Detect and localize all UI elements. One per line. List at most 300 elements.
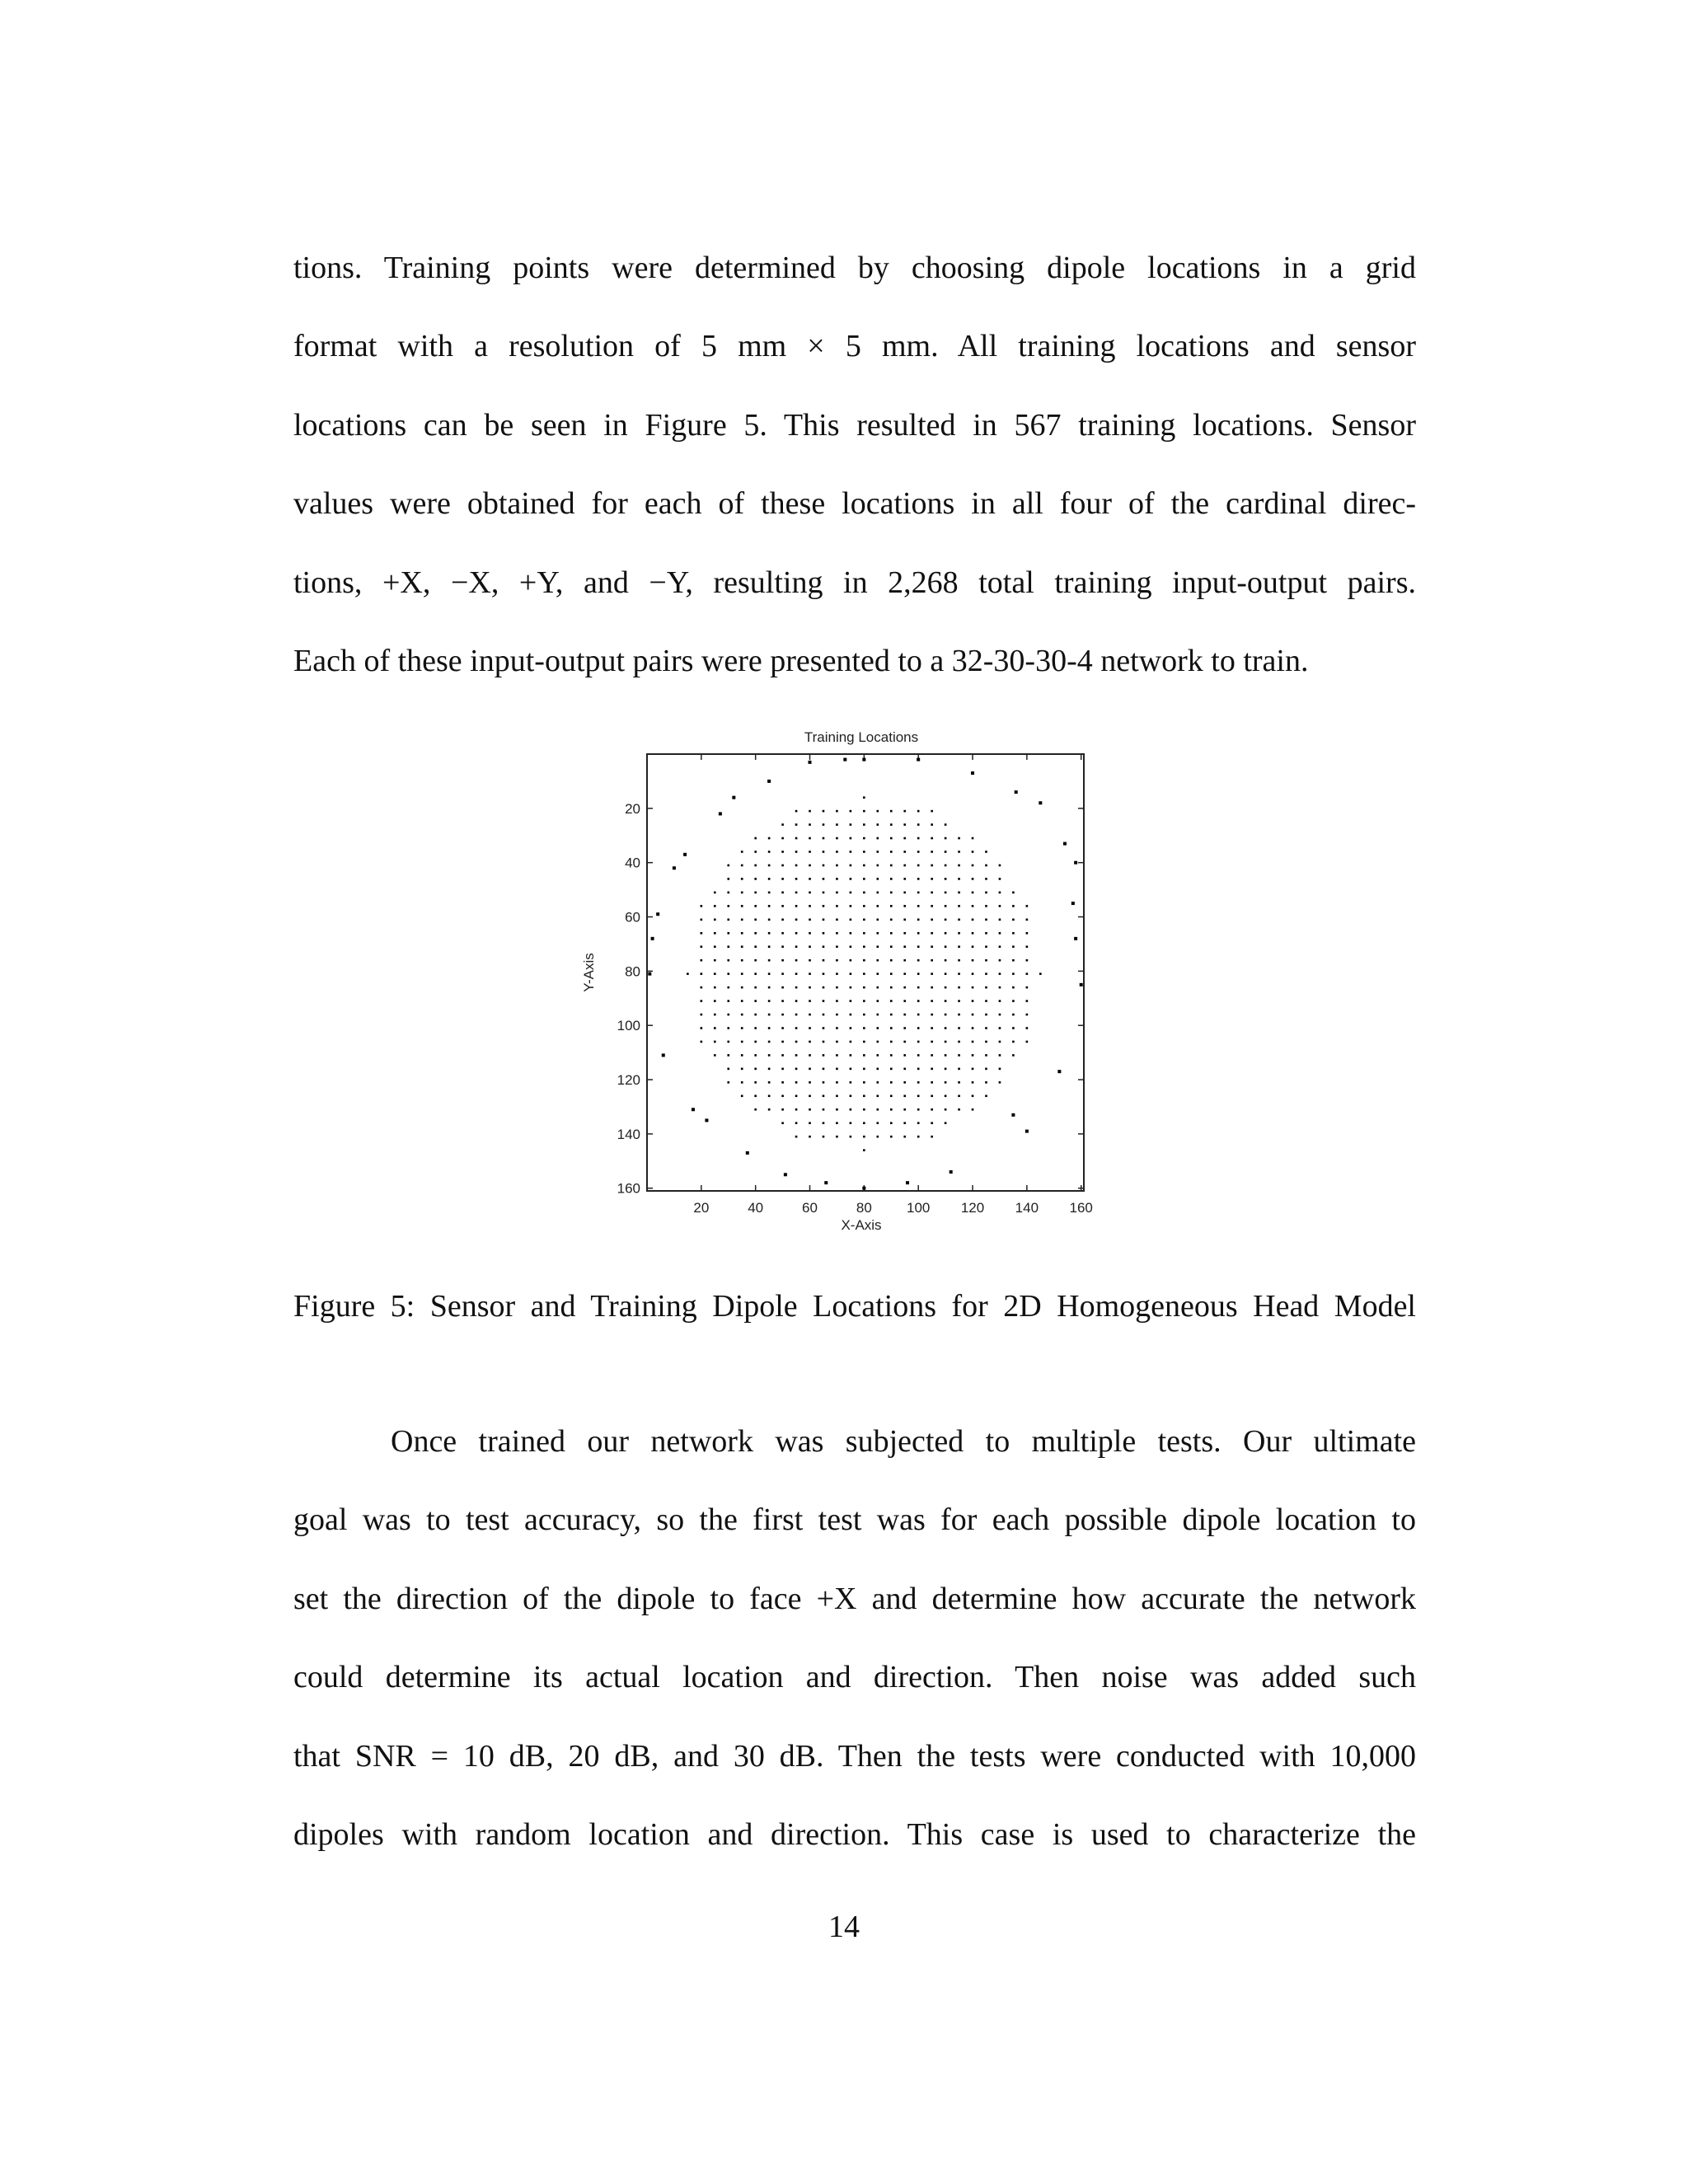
training-point <box>863 1041 865 1043</box>
training-point <box>795 1136 798 1138</box>
training-point <box>809 865 811 867</box>
training-point <box>850 1014 852 1016</box>
training-point <box>768 837 771 840</box>
training-point <box>903 1068 906 1071</box>
training-point <box>823 1081 825 1084</box>
training-point <box>809 905 811 907</box>
training-point <box>754 865 757 867</box>
training-point <box>714 905 716 907</box>
training-point <box>985 959 987 962</box>
training-point <box>1026 1027 1029 1029</box>
training-point <box>741 932 743 935</box>
training-point <box>727 932 729 935</box>
training-point <box>754 1094 757 1097</box>
training-point <box>754 878 757 880</box>
training-point <box>890 1122 893 1124</box>
training-point <box>999 932 1001 935</box>
training-point <box>741 987 743 989</box>
training-point <box>809 1014 811 1016</box>
training-point <box>754 892 757 894</box>
training-point <box>795 878 798 880</box>
training-point <box>727 1081 729 1084</box>
training-point <box>781 905 784 907</box>
training-point <box>795 1014 798 1016</box>
sensor-point <box>862 1187 865 1190</box>
training-point <box>850 919 852 921</box>
training-point <box>985 987 987 989</box>
training-point <box>999 972 1001 975</box>
training-point <box>999 959 1001 962</box>
training-point <box>836 959 838 962</box>
training-point <box>863 892 865 894</box>
training-point <box>958 1014 960 1016</box>
training-point <box>931 987 933 989</box>
sensor-point <box>950 1170 953 1174</box>
training-point <box>795 837 798 840</box>
training-point <box>877 1027 879 1029</box>
training-point <box>877 892 879 894</box>
training-point <box>903 1054 906 1057</box>
training-point <box>727 878 729 880</box>
training-point <box>890 905 893 907</box>
training-point <box>945 1054 947 1057</box>
training-point <box>877 1108 879 1111</box>
training-point <box>903 919 906 921</box>
training-point <box>823 1122 825 1124</box>
training-point <box>754 919 757 921</box>
axis-ticks <box>617 754 1093 1216</box>
training-point <box>945 892 947 894</box>
training-point <box>972 1027 974 1029</box>
training-point <box>768 1000 771 1002</box>
training-point <box>809 1108 811 1111</box>
training-point <box>795 1054 798 1057</box>
training-point <box>877 823 879 826</box>
training-point <box>1026 1000 1029 1002</box>
training-point <box>917 932 920 935</box>
training-point <box>903 865 906 867</box>
training-point <box>727 865 729 867</box>
training-point <box>945 1027 947 1029</box>
training-point <box>781 851 784 853</box>
training-point <box>850 945 852 948</box>
training-point <box>850 1081 852 1084</box>
training-point <box>701 1027 703 1029</box>
training-point <box>1012 932 1015 935</box>
training-point <box>809 1068 811 1071</box>
training-point <box>727 892 729 894</box>
training-point <box>768 1108 771 1111</box>
training-point <box>754 972 757 975</box>
training-point <box>903 905 906 907</box>
training-point <box>945 932 947 935</box>
training-point <box>931 959 933 962</box>
sensor-point <box>843 758 846 762</box>
body-paragraph-1 <box>293 229 1416 701</box>
training-point <box>836 1136 838 1138</box>
training-point <box>877 905 879 907</box>
training-point <box>903 837 906 840</box>
plot-points <box>648 758 1082 1190</box>
training-point <box>809 823 811 826</box>
training-point <box>903 972 906 975</box>
sensor-point <box>1025 1130 1029 1133</box>
training-point <box>863 1027 865 1029</box>
training-point <box>917 1094 920 1097</box>
training-point <box>741 1094 743 1097</box>
training-point <box>890 1068 893 1071</box>
training-point <box>754 959 757 962</box>
training-point <box>795 1108 798 1111</box>
training-point <box>985 905 987 907</box>
paragraph-line: tions. Training points were determined by choosing dipole locations in a grid <box>293 251 1416 285</box>
training-point <box>863 1068 865 1071</box>
training-point <box>781 987 784 989</box>
y-tick-label: 100 <box>617 1018 640 1034</box>
training-point <box>945 823 947 826</box>
training-point <box>701 959 703 962</box>
training-point <box>809 1136 811 1138</box>
training-point <box>795 959 798 962</box>
training-point <box>781 865 784 867</box>
training-point <box>781 823 784 826</box>
training-point <box>863 972 865 975</box>
training-point <box>958 851 960 853</box>
x-tick-label: 160 <box>1069 1200 1093 1216</box>
training-point <box>768 1081 771 1084</box>
training-point <box>931 1027 933 1029</box>
training-point <box>972 1014 974 1016</box>
training-point <box>877 945 879 948</box>
training-point <box>754 932 757 935</box>
training-point <box>903 851 906 853</box>
x-tick-label: 60 <box>802 1200 818 1216</box>
training-point <box>917 1027 920 1029</box>
x-tick-label: 20 <box>693 1200 710 1216</box>
training-point <box>958 1041 960 1043</box>
training-point <box>890 865 893 867</box>
training-point <box>985 1014 987 1016</box>
training-point <box>917 972 920 975</box>
training-point <box>945 1081 947 1084</box>
training-point <box>754 1054 757 1057</box>
sensor-point <box>917 758 920 762</box>
training-point <box>931 1068 933 1071</box>
training-point <box>903 1122 906 1124</box>
sensor-point <box>824 1181 828 1184</box>
training-point <box>1012 1054 1015 1057</box>
sensor-point <box>656 912 659 916</box>
training-point <box>958 919 960 921</box>
training-point <box>903 1041 906 1043</box>
training-point <box>795 932 798 935</box>
training-point <box>999 878 1001 880</box>
training-point <box>781 892 784 894</box>
training-point <box>850 987 852 989</box>
training-point <box>863 1149 865 1151</box>
training-point <box>877 932 879 935</box>
x-axis-label: X-Axis <box>841 1217 882 1233</box>
training-point <box>958 1108 960 1111</box>
training-point <box>823 851 825 853</box>
x-tick-label: 80 <box>856 1200 872 1216</box>
training-point <box>958 837 960 840</box>
training-point <box>903 823 906 826</box>
training-point <box>945 1000 947 1002</box>
training-point <box>1026 972 1029 975</box>
chart-title: Training Locations <box>804 729 919 745</box>
training-point <box>795 810 798 813</box>
training-point <box>850 878 852 880</box>
training-point <box>890 1014 893 1016</box>
training-point <box>972 905 974 907</box>
training-point <box>863 810 865 813</box>
training-point <box>714 1027 716 1029</box>
training-point <box>931 905 933 907</box>
sensor-point <box>1074 861 1077 865</box>
training-point <box>809 810 811 813</box>
training-point <box>931 865 933 867</box>
training-point <box>823 1054 825 1057</box>
training-point <box>958 932 960 935</box>
training-point <box>836 1122 838 1124</box>
y-axis-label: Y-Axis <box>581 953 597 992</box>
training-point <box>714 987 716 989</box>
training-point <box>741 1081 743 1084</box>
training-point <box>714 892 716 894</box>
training-point <box>877 959 879 962</box>
training-point <box>795 1122 798 1124</box>
training-point <box>781 1041 784 1043</box>
training-point <box>985 892 987 894</box>
training-point <box>999 919 1001 921</box>
training-point <box>890 945 893 948</box>
training-point <box>781 1108 784 1111</box>
y-tick-label: 80 <box>625 963 640 980</box>
training-point <box>754 837 757 840</box>
training-point <box>945 1041 947 1043</box>
training-point <box>795 851 798 853</box>
training-point <box>903 892 906 894</box>
training-point <box>768 932 771 935</box>
paragraph-line: goal was to test accuracy, so the first test was for each possible dipole location to <box>293 1502 1416 1538</box>
training-point <box>903 1014 906 1016</box>
training-point <box>931 1122 933 1124</box>
training-point <box>809 837 811 840</box>
training-point <box>903 1081 906 1084</box>
training-point <box>1012 919 1015 921</box>
training-point <box>836 892 838 894</box>
training-point <box>958 1081 960 1084</box>
training-point <box>781 932 784 935</box>
training-point <box>701 1041 703 1043</box>
training-point <box>754 1041 757 1043</box>
training-point <box>903 878 906 880</box>
training-point <box>863 878 865 880</box>
training-point <box>958 892 960 894</box>
training-point <box>972 1094 974 1097</box>
training-point <box>958 865 960 867</box>
training-point <box>917 1136 920 1138</box>
training-point <box>1026 1014 1029 1016</box>
training-point <box>958 1000 960 1002</box>
training-point <box>795 919 798 921</box>
training-point <box>850 892 852 894</box>
training-point <box>768 1094 771 1097</box>
training-point <box>823 959 825 962</box>
training-point <box>768 987 771 989</box>
training-point <box>917 1068 920 1071</box>
training-locations-figure <box>569 717 1113 1244</box>
training-point <box>917 878 920 880</box>
y-tick-label: 20 <box>625 800 640 817</box>
training-point <box>795 1041 798 1043</box>
training-point <box>809 1122 811 1124</box>
figure-caption: Figure 5: Sensor and Training Dipole Locations for 2D Homogeneous Head Model <box>293 1289 1416 1324</box>
training-point <box>1012 1027 1015 1029</box>
training-point <box>999 987 1001 989</box>
training-point <box>823 1108 825 1111</box>
training-point <box>890 823 893 826</box>
training-point <box>1012 905 1015 907</box>
training-point <box>836 905 838 907</box>
training-point <box>809 1000 811 1002</box>
training-point <box>741 1068 743 1071</box>
training-point <box>823 892 825 894</box>
training-point <box>917 810 920 813</box>
training-point <box>836 932 838 935</box>
training-point <box>985 865 987 867</box>
training-point <box>931 823 933 826</box>
training-point <box>1012 892 1015 894</box>
training-point <box>931 851 933 853</box>
training-point <box>850 1094 852 1097</box>
training-point <box>903 987 906 989</box>
training-point <box>823 932 825 935</box>
training-point <box>836 1081 838 1084</box>
training-point <box>714 945 716 948</box>
training-point <box>836 1108 838 1111</box>
training-point <box>1026 959 1029 962</box>
training-point <box>863 1054 865 1057</box>
training-point <box>850 1000 852 1002</box>
training-point <box>781 972 784 975</box>
training-point <box>972 919 974 921</box>
training-point <box>945 878 947 880</box>
training-point <box>781 1094 784 1097</box>
training-point <box>1012 1041 1015 1043</box>
training-point <box>917 959 920 962</box>
training-point <box>972 1000 974 1002</box>
training-point <box>890 972 893 975</box>
training-point <box>741 1027 743 1029</box>
training-point <box>863 945 865 948</box>
training-point <box>890 987 893 989</box>
training-point <box>903 959 906 962</box>
training-point <box>999 865 1001 867</box>
training-point <box>741 865 743 867</box>
training-point <box>890 1108 893 1111</box>
training-point <box>781 1014 784 1016</box>
x-tick-label: 100 <box>907 1200 931 1216</box>
training-point <box>823 1014 825 1016</box>
training-point <box>809 1094 811 1097</box>
training-point <box>714 1054 716 1057</box>
training-point <box>768 865 771 867</box>
training-point <box>781 945 784 948</box>
training-point <box>809 972 811 975</box>
paragraph-line: could determine its actual location and direction. Then noise was added such <box>293 1660 1416 1695</box>
paragraph-line: format with a resolution of 5 mm × 5 mm. All training locations and sensor <box>293 329 1416 364</box>
training-point <box>768 1068 771 1071</box>
training-point <box>890 878 893 880</box>
training-point <box>850 932 852 935</box>
training-point <box>850 1054 852 1057</box>
training-point <box>823 945 825 948</box>
training-point <box>823 878 825 880</box>
training-point <box>741 878 743 880</box>
training-point <box>958 972 960 975</box>
sensor-point <box>767 780 771 783</box>
training-point <box>877 1136 879 1138</box>
training-point <box>727 1014 729 1016</box>
training-point <box>985 932 987 935</box>
training-point <box>999 1081 1001 1084</box>
training-point <box>714 959 716 962</box>
training-point <box>781 1054 784 1057</box>
training-point <box>850 810 852 813</box>
training-point <box>850 1122 852 1124</box>
training-point <box>781 878 784 880</box>
training-point <box>863 905 865 907</box>
training-point <box>999 1000 1001 1002</box>
training-point <box>727 1027 729 1029</box>
training-point <box>903 932 906 935</box>
training-point <box>931 837 933 840</box>
training-point <box>985 1041 987 1043</box>
training-point <box>985 1081 987 1084</box>
training-point <box>945 837 947 840</box>
training-point <box>999 1014 1001 1016</box>
training-point <box>985 1000 987 1002</box>
training-point <box>931 1094 933 1097</box>
training-point <box>836 987 838 989</box>
training-point <box>823 1094 825 1097</box>
page-number: 14 <box>828 1910 860 1944</box>
training-point <box>985 851 987 853</box>
training-point <box>877 972 879 975</box>
training-point <box>781 1027 784 1029</box>
training-point <box>890 959 893 962</box>
training-point <box>890 892 893 894</box>
sensor-point <box>692 1108 695 1111</box>
training-point <box>1026 987 1029 989</box>
training-point <box>877 837 879 840</box>
training-point <box>917 945 920 948</box>
training-point <box>903 1136 906 1138</box>
training-point <box>741 892 743 894</box>
training-point <box>809 987 811 989</box>
sensor-point <box>746 1151 749 1155</box>
training-point <box>727 987 729 989</box>
training-point <box>972 878 974 880</box>
training-point <box>877 1041 879 1043</box>
training-point <box>727 905 729 907</box>
training-point <box>863 1136 865 1138</box>
training-point <box>890 1094 893 1097</box>
training-point <box>714 1000 716 1002</box>
training-point <box>795 972 798 975</box>
